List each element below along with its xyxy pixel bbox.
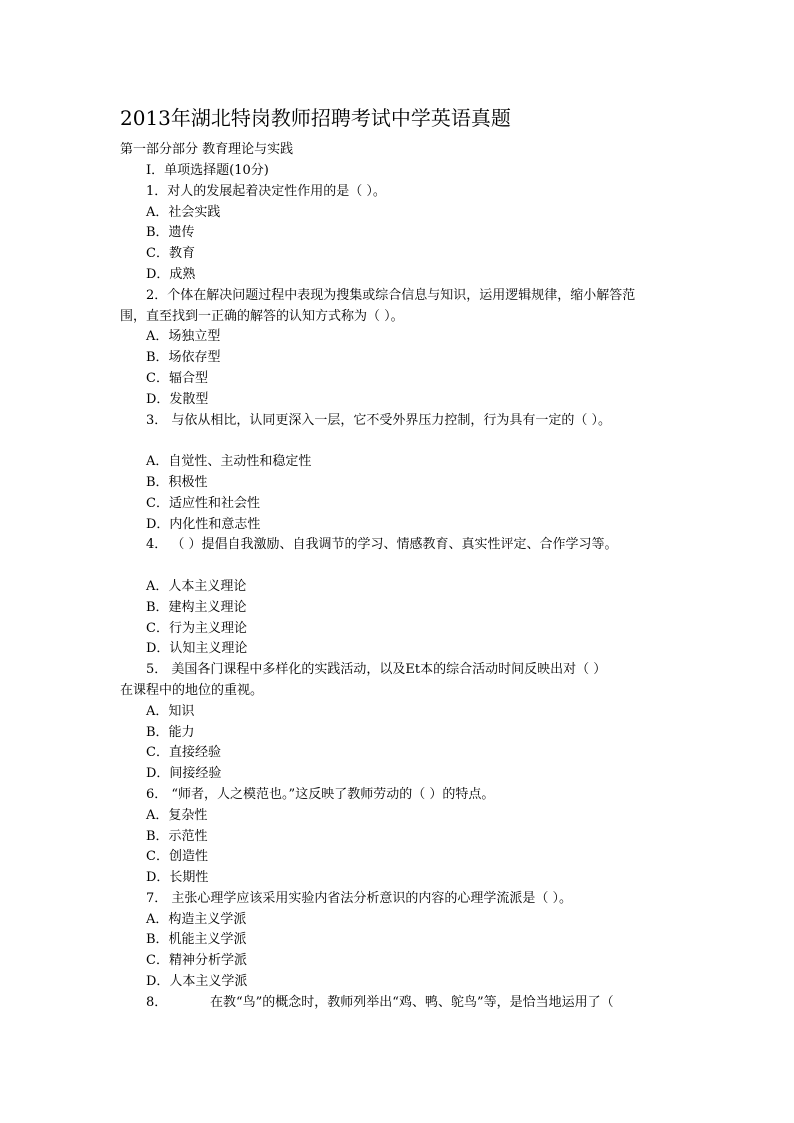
question-number: 8． xyxy=(146,994,168,1010)
option: D．人本主义学派 xyxy=(146,974,248,990)
option: B．机能主义学派 xyxy=(146,932,247,948)
question-stem: 2．个体在解决问题过程中表现为搜集或综合信息与知识，运用逻辑规律，缩小解答范 xyxy=(146,287,636,303)
question-stem: 5． 美国各门课程中多样化的实践活动，以及Et本的综合活动时间反映出对（ ） xyxy=(146,662,607,678)
question-stem: 3． 与依从相比，认同更深入一层，它不受外界压力控制，行为具有一定的（ ）。 xyxy=(146,412,612,428)
option: B．能力 xyxy=(146,724,195,740)
question-stem: 1．对人的发展起着决定性作用的是（ ）。 xyxy=(146,183,386,199)
option: A．知识 xyxy=(146,703,195,719)
option: D．认知主义理论 xyxy=(146,641,248,657)
question-text: 在教“鸟”的概念时，教师列举出“鸡、鸭、鸵鸟”等，是恰当地运用了（ xyxy=(210,994,614,1010)
option: D．发散型 xyxy=(146,391,209,407)
option: B．示范性 xyxy=(146,828,208,844)
option: B．场依存型 xyxy=(146,350,221,366)
option: C．教育 xyxy=(146,246,195,262)
option: D．长期性 xyxy=(146,870,209,886)
option: A．构造主义学派 xyxy=(146,911,247,927)
option: A．人本主义理论 xyxy=(146,578,247,594)
option: A．自觉性、主动性和稳定性 xyxy=(146,454,312,470)
option: C．创造性 xyxy=(146,849,208,865)
option: B．建构主义理论 xyxy=(146,599,247,615)
question-stem: 6． “师者，人之模范也。”这反映了教师劳动的（ ）的特点。 xyxy=(146,786,495,802)
option: C．直接经验 xyxy=(146,745,221,761)
question-stem: 4． （ ）提倡自我激励、自我调节的学习、情感教育、真实性评定、合作学习等。 xyxy=(146,537,618,553)
option: C．辐合型 xyxy=(146,370,208,386)
part-heading: I．单项选择题(10分) xyxy=(146,163,269,178)
question-stem: 7． 主张心理学应该采用实验内省法分析意识的内容的心理学流派是（ ）。 xyxy=(146,890,573,906)
question-stem-continued: 在课程中的地位的重视。 xyxy=(120,682,264,698)
option: A．场独立型 xyxy=(146,329,221,345)
document-title: 2013年湖北特岗教师招聘考试中学英语真题 xyxy=(120,106,511,130)
blank-line xyxy=(120,556,680,577)
option: B．积极性 xyxy=(146,474,208,490)
option: A．复杂性 xyxy=(146,807,208,823)
question-stem-continued: 围，直至找到一正确的解答的认知方式称为（ ）。 xyxy=(120,308,404,324)
question-stem xyxy=(120,993,680,1014)
option: B．遗传 xyxy=(146,225,195,241)
option: D．成熟 xyxy=(146,266,196,282)
option: A．社会实践 xyxy=(146,204,221,220)
option: C．精神分析学派 xyxy=(146,953,247,969)
section-heading: 第一部分部分 教育理论与实践 xyxy=(120,142,294,157)
option: C．行为主义理论 xyxy=(146,620,247,636)
option: D．内化性和意志性 xyxy=(146,516,261,532)
question-list xyxy=(120,161,680,1014)
blank-line xyxy=(120,431,680,452)
option: D．间接经验 xyxy=(146,766,222,782)
option: C．适应性和社会性 xyxy=(146,495,260,511)
